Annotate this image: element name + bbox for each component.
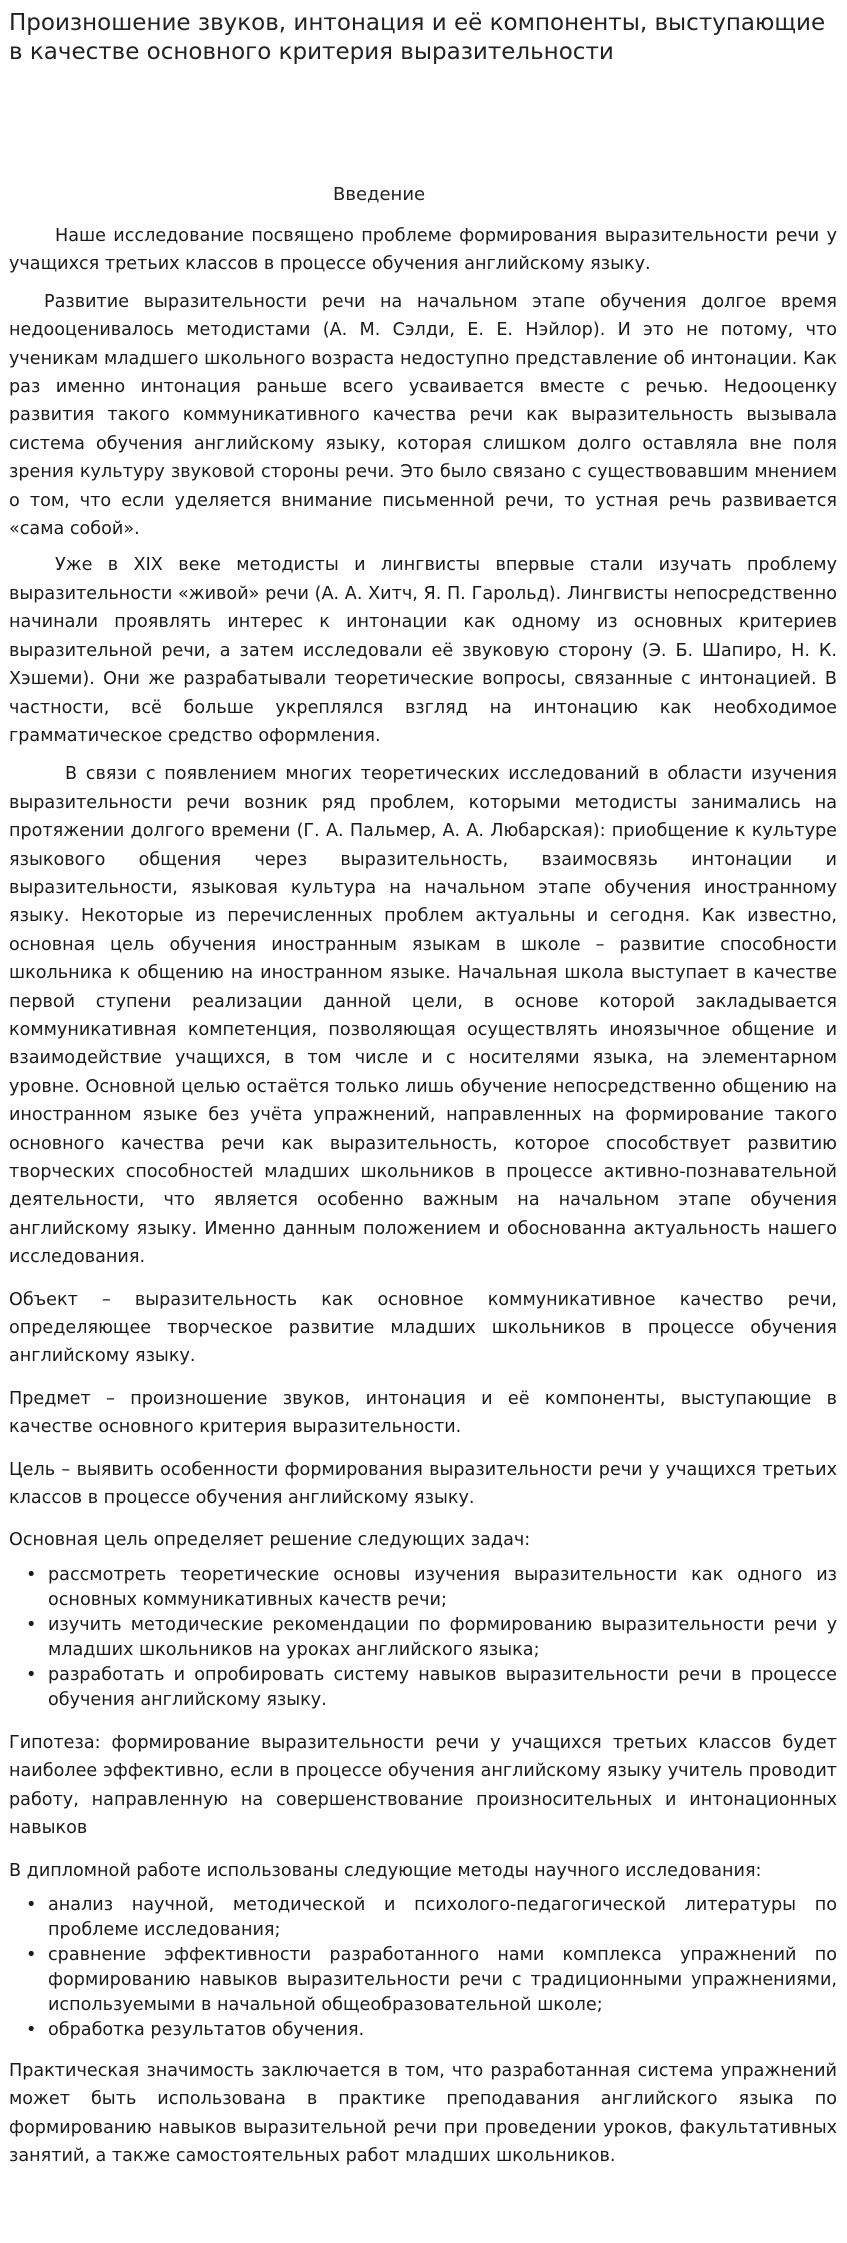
bullet-icon: • [26,1564,37,1585]
bullet-icon: • [26,2019,37,2040]
section-heading-introduction: Введение [333,184,426,205]
tasks-list [9,1563,837,1713]
list-item [9,1893,837,1943]
paragraph-tasks-intro: Основная цель определяет решение следующих задач: [9,1530,531,1551]
bullet-icon: • [26,1944,37,1965]
methods-list [9,1893,837,2043]
list-item-text: разработать и опробировать систему навыков выразительности речи в процессе обучения английскому языку. [48,1664,837,1710]
paragraph-object: Объект – выразительность как основное коммуникативное качество речи, определяющее творческое развитие младших школьников в процессе обучения английскому языку. [9,1289,837,1367]
document-title: Произношение звуков, интонация и её компоненты, выступающие в качестве основного критерия выразительности [9,10,826,65]
paragraph-xix-century: Уже в XIX веке методисты и лингвисты впервые стали изучать проблему выразительности «живой» речи (А. А. Хитч, Я. П. Гарольд). Лингвисты непосредственно начинали проявлять интерес к интонации как одному из основных критериев выразительной речи, а затем исследовали её звуковую сторону (Э. Б. Шапиро, Н. К. Хэшеми). Они же разрабатывали теоретические вопросы, связанные с интонацией. В частности, всё больше укреплялся взгляд на интонацию как необходимое грамматическое средство оформления. [9,555,837,746]
paragraph-hypothesis: Гипотеза: формирование выразительности речи у учащихся третьих классов будет наиболее эффективно, если в процессе обучения английскому языку учитель проводит работу, направленную на совершенствование произносительных и интонационных навыков [9,1732,837,1839]
paragraph-practical: Практическая значимость заключается в том, что разработанная система упражнений может быть использована в практике преподавания английского языка по формированию навыков выразительной речи при проведении уроков, факультативных занятий, а также самостоятельных работ младших школьников. [9,2060,837,2167]
list-item-text: изучить методические рекомендации по формированию выразительности речи у младших школьников на уроках английского языка; [48,1614,837,1660]
bullet-icon: • [26,1614,37,1635]
paragraph-goal: Цель – выявить особенности формирования выразительности речи у учащихся третьих классов в процессе обучения английскому языку. [9,1459,837,1509]
list-item-text: обработка результатов обучения. [48,2019,365,2040]
list-item-text: анализ научной, методической и психолого-педагогической литературы по проблеме исследования; [48,1894,837,1940]
bullet-icon: • [26,1894,37,1915]
list-item [9,2018,837,2043]
list-item [9,1943,837,2018]
paragraph-development: Развитие выразительности речи на начальном этапе обучения долгое время недооценивалось методистами (А. М. Сэлди, Е. Е. Нэйлор). И это не потому, что ученикам младшего школьного возраста недоступно представление об интонации. Как раз именно интонация раньше всего усваивается вместе с речью. Недооценку развития такого коммуникативного качества речи как выразительность вызывала система обучения английскому языку, которая слишком долго оставляла вне поля зрения культуру звуковой стороны речи. Это было связано с существовавшим мнением о том, что если уделяется внимание письменной речи, то устная речь развивается «сама собой». [9,291,837,540]
list-item-text: сравнение эффективности разработанного нами комплекса упражнений по формированию навыков выразительности речи с традиционными упражнениями, используемыми в начальной общеобразовательной школе; [48,1944,837,2015]
paragraph-intro: Наше исследование посвящено проблеме формирования выразительности речи у учащихся третьих классов в процессе обучения английскому языку. [9,226,837,275]
bullet-icon: • [26,1664,37,1685]
list-item-text: рассмотреть теоретические основы изучения выразительности как одного из основных коммуникативных качеств речи; [48,1564,837,1610]
paragraph-subject: Предмет – произношение звуков, интонация и её компоненты, выступающие в качестве основного критерия выразительности. [9,1388,837,1438]
list-item [9,1563,837,1613]
list-item [9,1663,837,1713]
paragraph-methods-intro: В дипломной работе использованы следующие методы научного исследования: [9,1860,762,1881]
paragraph-theory: В связи с появлением многих теоретических исследований в области изучения выразительности речи возник ряд проблем, которыми методисты занимались на протяжении долгого времени (Г. А. Пальмер, А. А. Любарская): приобщение к культуре языкового общения через выразительность, взаимосвязь интонации и выразительности, языковая культура на начальном этапе обучения иностранному языку. Некоторые из перечисленных проблем актуальны и сегодня. Как известно, основная цель обучения иностранным языкам в школе – развитие способности школьника к общению на иностранном языке. Начальная школа выступает в качестве первой ступени реализации данной цели, в основе которой закладывается коммуникативная компетенция, позволяющая осуществлять иноязычное общение и взаимодействие учащихся, в том числе и с носителями языка, на элементарном уровне. Основной целью остаётся только лишь обучение непосредственно общению на иностранном языке без учёта упражнений, направленных на формирование такого основного качества речи как выразительность, которое способствует развитию творческих способностей младших школьников в процессе активно-познавательной деятельности, что является особенно важным на начальном этапе обучения английскому языку. Именно данным положением и обоснованна актуальность нашего исследования. [9,764,837,1268]
list-item [9,1613,837,1663]
